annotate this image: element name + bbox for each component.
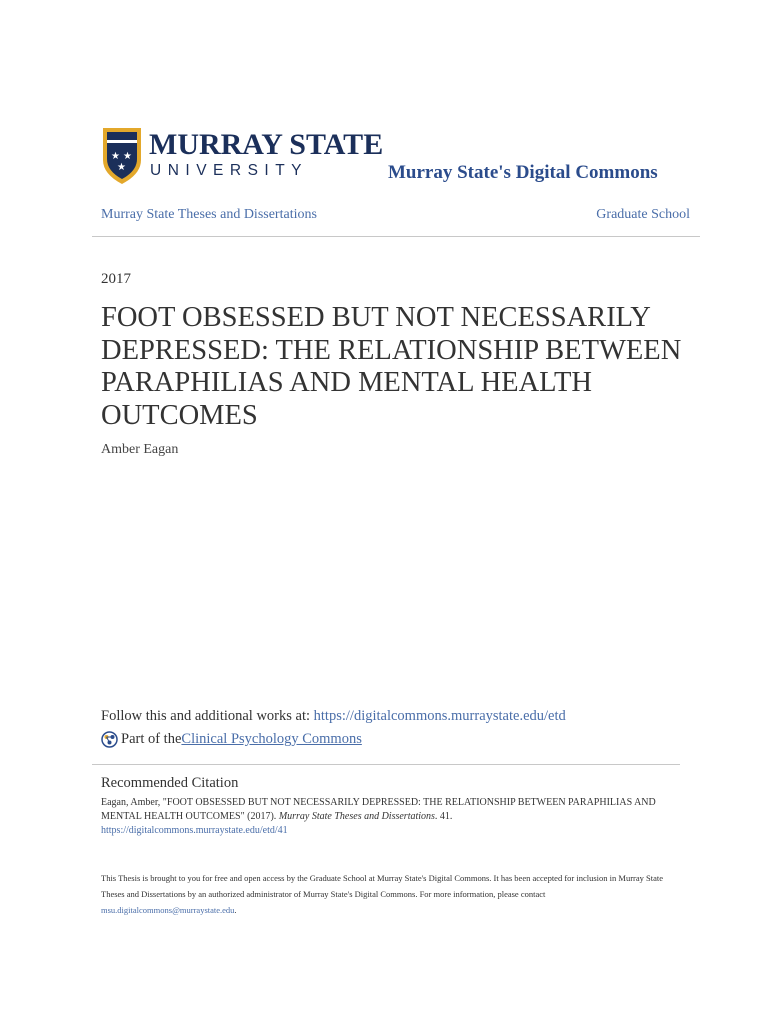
network-icon — [101, 731, 118, 748]
logo-subname: UNIVERSITY — [150, 162, 309, 179]
collection-url-link[interactable]: https://digitalcommons.murraystate.edu/etd — [313, 708, 566, 724]
svg-text:★: ★ — [117, 162, 126, 173]
notice-text: This Thesis is brought to you for free and open access by the Graduate School at Murray State's Digital Commons. It has been accepted for inclusion in Murray State Theses and Dissertations by an authorized administrator of Murray State's Digital Commons. For more information, please contact — [101, 873, 664, 899]
header-divider — [92, 236, 700, 237]
document-title: FOOT OBSESSED BUT NOT NECESSARILY DEPRESSED: THE RELATIONSHIP BETWEEN PARAPHILIAS AND MENTAL HEALTH OUTCOMES — [101, 302, 682, 431]
digital-commons-link[interactable]: Murray State's Digital Commons — [388, 162, 658, 183]
university-logo[interactable] — [101, 126, 391, 186]
part-of-line — [101, 731, 362, 748]
notice-end: . — [234, 905, 237, 915]
publication-year: 2017 — [101, 271, 131, 287]
citation-divider — [92, 764, 680, 765]
clinical-psychology-commons-link[interactable]: Clinical Psychology Commons — [181, 731, 362, 747]
citation-text: Eagan, Amber, "FOOT OBSESSED BUT NOT NECESSARILY DEPRESSED: THE RELATIONSHIP BETWEEN PARAPHILIAS AND MENTAL HEALTH OUTCOMES" (2017). — [101, 797, 656, 822]
author-name: Amber Eagan — [101, 442, 179, 457]
citation-number: . 41. — [434, 811, 453, 822]
svg-text:★: ★ — [123, 151, 132, 162]
breadcrumb-theses-link[interactable]: Murray State Theses and Dissertations — [101, 207, 317, 222]
part-of-label: Part of the — [121, 731, 182, 747]
university-shield-icon — [103, 128, 141, 184]
citation-series: Murray State Theses and Dissertations — [278, 811, 435, 822]
contact-email-link[interactable]: msu.digitalcommons@murraystate.edu — [101, 905, 235, 915]
follow-line — [101, 708, 566, 725]
follow-label: Follow this and additional works at: — [101, 708, 314, 724]
citation-block — [101, 796, 681, 838]
logo-name: MURRAY STATE — [149, 128, 384, 161]
svg-text:★: ★ — [111, 151, 120, 162]
access-notice — [101, 870, 676, 918]
breadcrumb-graduate-school-link[interactable]: Graduate School — [596, 207, 690, 222]
citation-heading: Recommended Citation — [101, 775, 239, 791]
citation-url-link[interactable]: https://digitalcommons.murraystate.edu/etd/41 — [101, 825, 288, 836]
